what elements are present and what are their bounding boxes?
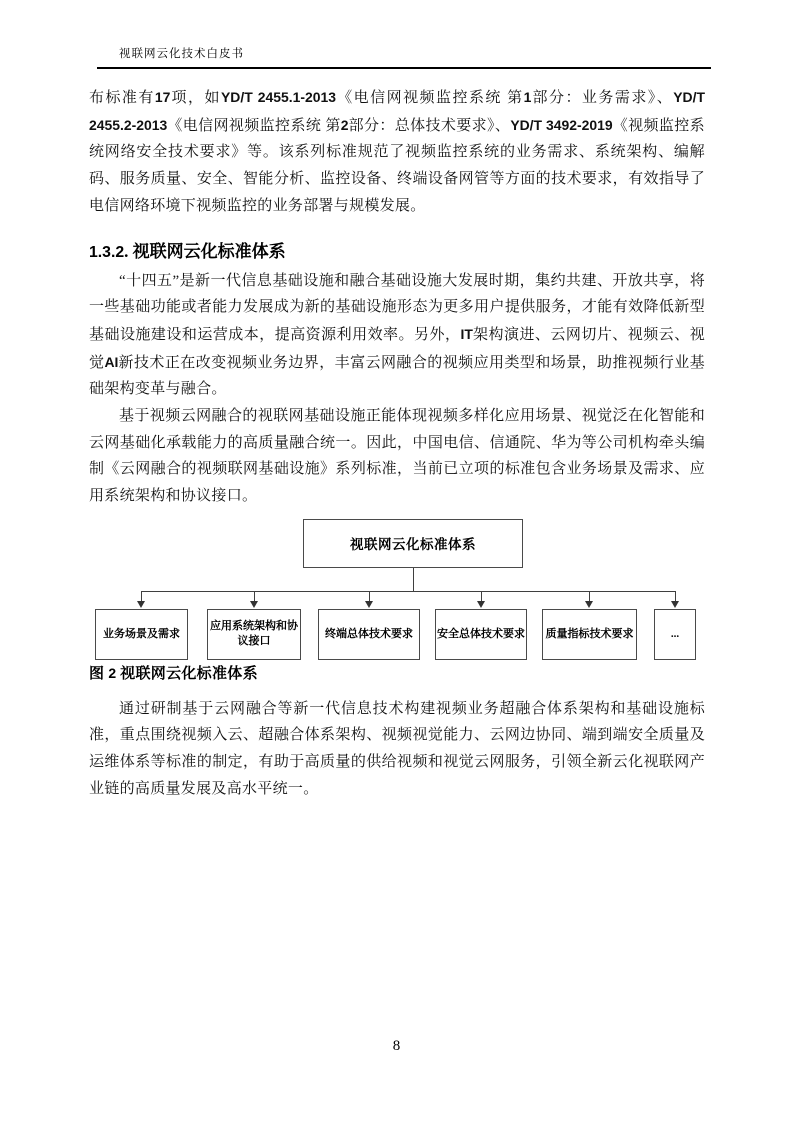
diagram-child-box-app-architecture: 应用系统架构和协议接口 bbox=[207, 609, 301, 660]
figure-caption: 图 2 视联网云化标准体系 bbox=[89, 664, 258, 682]
page-header bbox=[97, 44, 711, 69]
paragraph-intro: 布标准有17项，如YD/T 2455.1-2013《电信网视频监控系统 第1部分：业务需求》、YD/T 2455.2-2013《电信网视频监控系统 第2部分：总体技术要求》、YD/T 3492-2019《视频监控系统网络安全技术要求》等。该系列标准规范了视频监控系统的业务需求、系统架构、编解码、服务质量、安全、智能分析、监控设备、终端设备网管等方面的技术要求，有效指导了电信网络环境下视频监控的业务部署与规模发展。 bbox=[89, 89, 705, 214]
diagram-root-connector-line bbox=[413, 568, 414, 591]
arrow-down-icon bbox=[477, 601, 485, 608]
section-heading: 1.3.2. 视联网云化标准体系 bbox=[89, 241, 286, 261]
arrow-down-icon bbox=[250, 601, 258, 608]
paragraph-1: “十四五”是新一代信息基础设施和融合基础设施大发展时期，集约共建、开放共享，将一些基础功能或者能力发展成为新的基础设施形态为更多用户提供服务，才能有效降低新型基础设施建设和运营成本，提高资源利用效率。另外，IT架构演进、云网切片、视频云、视觉AI新技术正在改变视频业务边界，丰富云网融合的视频应用类型和场景，助推视频行业基础架构变革与融合。 bbox=[89, 272, 705, 398]
page-number: 8 bbox=[392, 1038, 401, 1054]
arrow-down-icon bbox=[137, 601, 145, 608]
paragraph-3: 通过研制基于云网融合等新一代信息技术构建视频业务超融合体系架构和基础设施标准，重点围绕视频入云、超融合体系架构、视频视觉能力、云网边协同、端到端安全质量及运维体系等标准的制定，有助于高质量的供给视频和视觉云网服务，引领全新云化视联网产业链的高质量发展及高水平统一。 bbox=[89, 700, 705, 797]
diagram-child-box-business-scenarios: 业务场景及需求 bbox=[95, 609, 188, 660]
body-column bbox=[89, 84, 705, 802]
standards-hierarchy-diagram bbox=[89, 519, 705, 660]
diagram-child-box-security-requirements: 安全总体技术要求 bbox=[435, 609, 527, 660]
header-title: 视联网云化技术白皮书 bbox=[119, 48, 244, 60]
arrow-down-icon bbox=[671, 601, 679, 608]
diagram-child-box-quality-requirements: 质量指标技术要求 bbox=[542, 609, 637, 660]
arrow-down-icon bbox=[365, 601, 373, 608]
arrow-down-icon bbox=[585, 601, 593, 608]
diagram-child-box-ellipsis: ... bbox=[654, 609, 696, 660]
diagram-child-box-terminal-requirements: 终端总体技术要求 bbox=[318, 609, 420, 660]
diagram-root-box: 视联网云化标准体系 bbox=[303, 519, 523, 568]
paragraph-2: 基于视频云网融合的视联网基础设施正能体现视频多样化应用场景、视觉泛在化智能和云网基础化承载能力的高质量融合统一。因此，中国电信、信通院、华为等公司机构牵头编制《云网融合的视频联网基础设施》系列标准，当前已立项的标准包含业务场景及需求、应用系统架构和协议接口。 bbox=[89, 408, 705, 505]
diagram-horizontal-connector-line bbox=[141, 591, 676, 592]
